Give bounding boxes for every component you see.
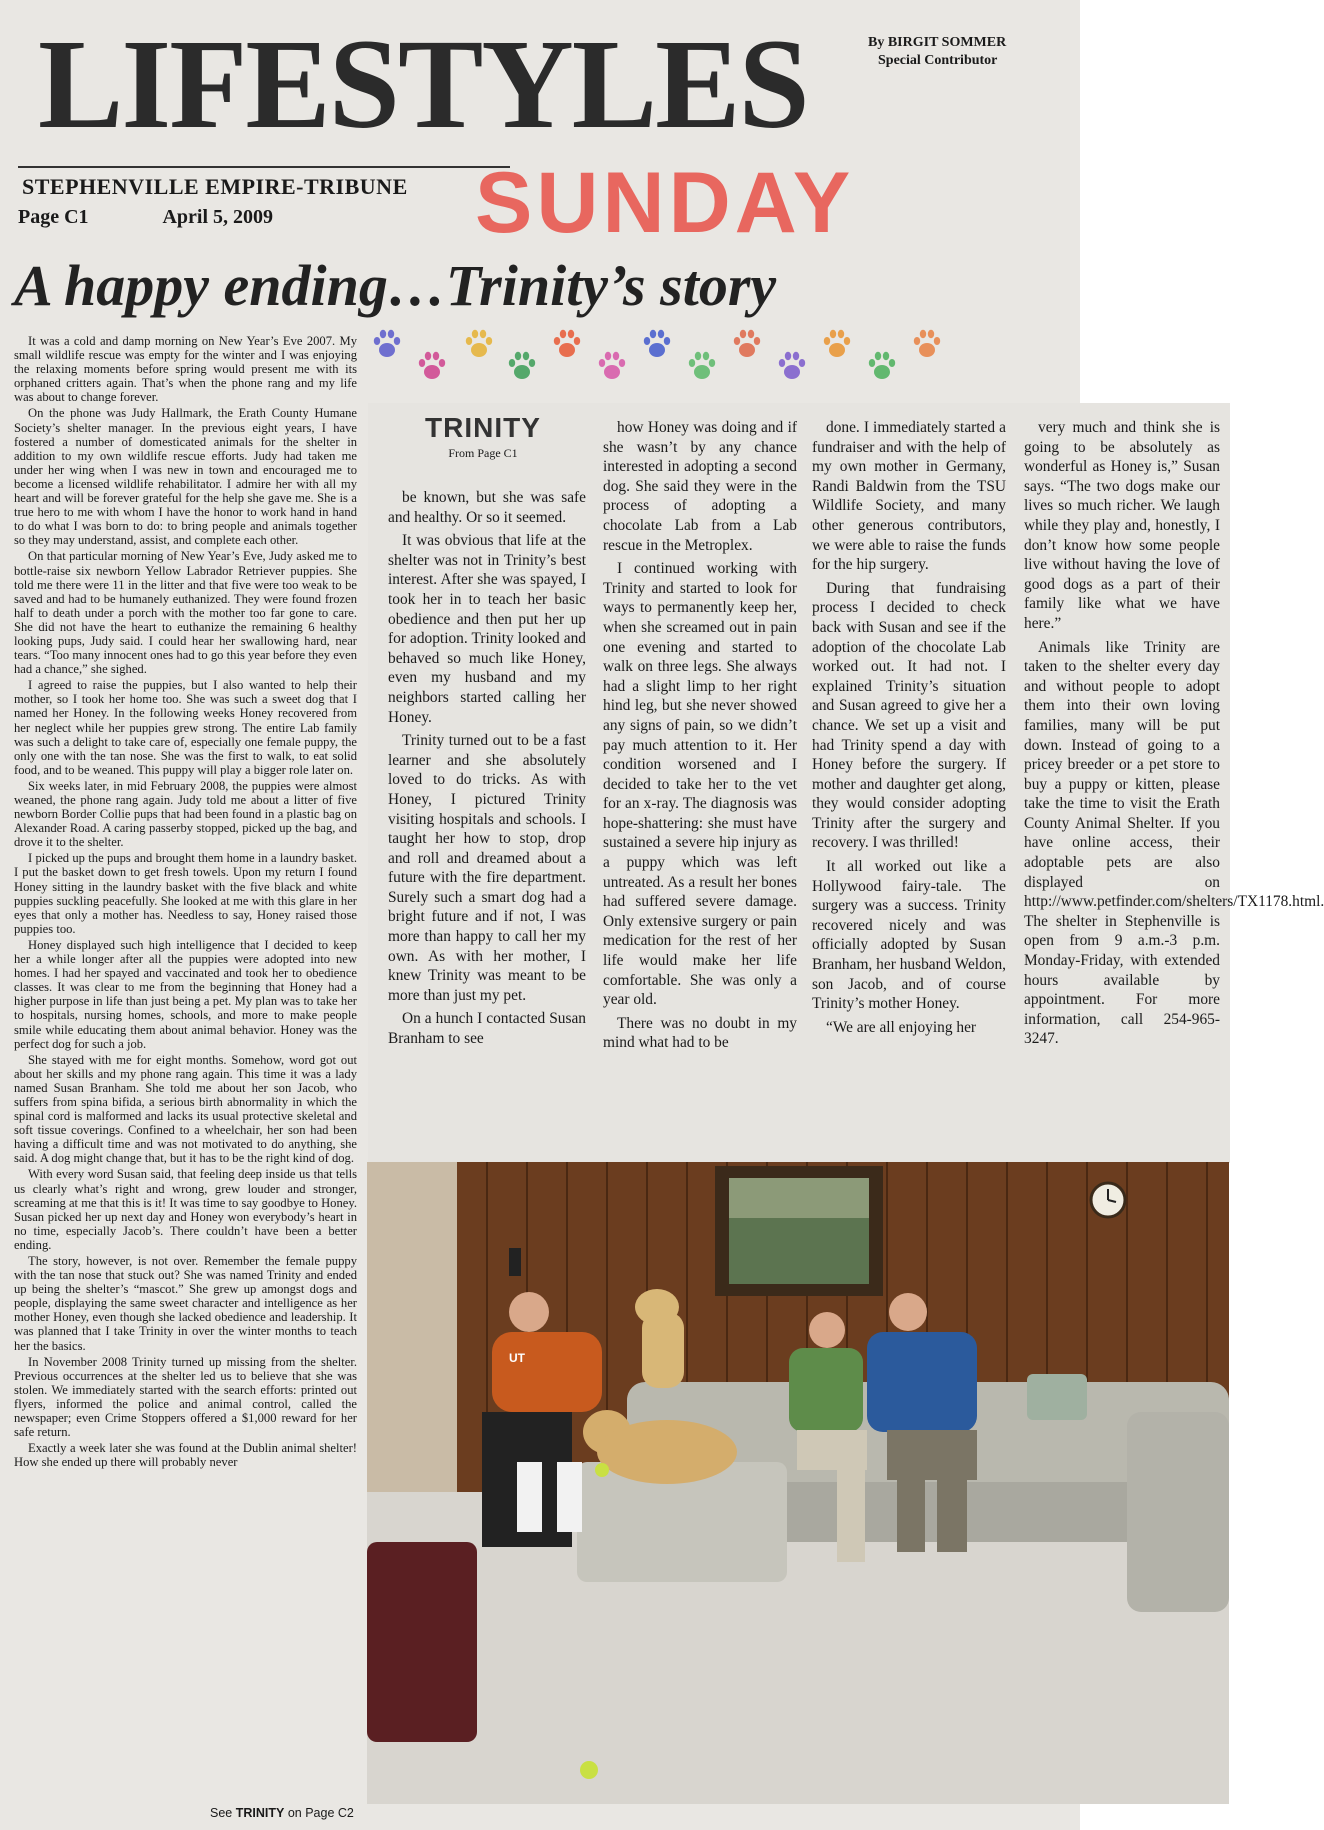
- byline: [868, 34, 1006, 70]
- shirt-text: UT: [509, 1351, 525, 1365]
- dog-honey-body: [597, 1420, 737, 1484]
- paragraph: how Honey was doing and if she wasn’t by any chance interested in adopting a second dog. She said they were in the process of adopting a chocolate Lab from a Lab rescue in the Metroplex.: [603, 419, 797, 554]
- leather-chair: [367, 1542, 477, 1742]
- paw-print-icon: [372, 328, 402, 360]
- paw-print-icon: [822, 328, 852, 360]
- article-column-2: [388, 488, 586, 1053]
- paragraph: On that particular morning of New Year’s Eve, Judy asked me to bottle-raise six newborn Yellow Labrador Retriever puppies. She told me there were 11 in the litter and that five were too weak to be saved and had to be humanely euthanized. They were found frozen half to death under a porch with the mother too far gone to care. She did not have the heart to euthanize the remaining 6 healthy looking pups, Judy said. I could hear her swallowing hard, near tears. “Too many innocent ones had to go this year before they even had a chance,” she sighed.: [14, 549, 357, 677]
- byline-author: By BIRGIT SOMMER: [868, 35, 1007, 50]
- paragraph: On a hunch I contacted Susan Branham to see: [388, 1010, 586, 1048]
- family-photo: [367, 1162, 1229, 1804]
- paragraph: There was no doubt in my mind what had to be: [603, 1014, 797, 1052]
- continued-suffix: on Page C2: [287, 1806, 354, 1820]
- paragraph: During that fundraising process I decided to check back with Susan and see if the adoption of the chocolate Lab worked out. It had not. I explained Trinity’s situation and Susan agreed to give her a chance. We set up a visit and had Trinity spend a day with Honey before the surgery. If mother and daughter get along, they would consider adopting Trinity after the surgery and recovery. I was thrilled!: [812, 579, 1006, 852]
- dog-trinity-body: [642, 1312, 684, 1388]
- article-column-left: [14, 334, 357, 1471]
- article-column-3: [603, 418, 797, 1057]
- person-susan-head: [809, 1312, 845, 1348]
- paw-print-icon: [867, 350, 897, 382]
- paragraph: Honey displayed such high intelligence that I decided to keep her a while longer after all the puppies were adopted into new homes. I had her spayed and vaccinated and took her to obedience classes. It was clear to me from the beginning that Honey had a higher purpose in life than just being a pet. My plan was to take her to hospitals, nursing homes, schools, and more to make people smile while educating them about animal behavior. Honey was the perfect dog for such a job.: [14, 937, 357, 1051]
- wall-lamp: [509, 1248, 521, 1276]
- article-column-4: [812, 418, 1006, 1041]
- paragraph: She stayed with me for eight months. Somehow, word got out about her skills and my phone rang again. This time it was a lady named Susan Branham. She told me about her son Jacob, who suffers from spina bifida, a serious birth abnormality in which the spinal cord is malformed and lacks its usual protective skeletal and soft tissue coverings. Confined to a wheelchair, her son had been having a difficult time and was not motivated to do anything, she said. A dog might change that, but it has to be the right kind of dog.: [14, 1052, 357, 1166]
- side-wall: [367, 1162, 457, 1512]
- paw-print-icon: [417, 350, 447, 382]
- issue-date: April 5, 2009: [162, 206, 274, 228]
- paragraph: It was obvious that life at the shelter was not in Trinity’s best interest. After she was spayed, I took her in to teach her basic obedience and then put her up for adoption. Trinity looked and behaved so much like Honey, even my husband and my neighbors started calling her Honey.: [388, 532, 586, 726]
- paragraph: be known, but she was safe and healthy. Or so it seemed.: [388, 489, 586, 526]
- person-jacob-head: [509, 1292, 549, 1332]
- paragraph: In November 2008 Trinity turned up missing from the shelter. Previous occurrences at the shelter led us to believe that she was stolen. We immediately started with the search efforts: printed out flyers, informed the police and animal control, called the newspaper; even Crime Stoppers offered a $1,000 reward for her safe return.: [14, 1354, 357, 1440]
- paw-print-icon: [552, 328, 582, 360]
- headline: A happy ending…Trinity’s story: [14, 253, 777, 318]
- sunday-logo: SUNDAY: [475, 155, 855, 251]
- paragraph: Animals like Trinity are taken to the shelter every day and without people to adopt them into their own loving families, many will be put down. Instead of going to a pricey breeder or a pet store to buy a puppy or kitten, please take the time to visit the Erath County Animal Shelter. If you have online access, their adoptable pets are also displayed on http://www.petfinder.com/shelters/TX1178.html. The shelter in Stephenville is open from 9 a.m.-3 p.m. Monday-Friday, with extended hours available by appointment. For more information, call 254-965-3247.: [1024, 638, 1324, 1048]
- paragraph: It was a cold and damp morning on New Year’s Eve 2007. My small wildlife rescue was empty for the winter and I was enjoying the relaxing moments before spring would present me with its orphaned critters again. That’s when the phone rang and my life was about to change forever.: [14, 334, 357, 405]
- masthead-rule: [18, 166, 510, 168]
- paragraph: On the phone was Judy Hallmark, the Erath County Humane Society’s shelter manager. In the previous eight years, I have fostered a number of domesticated animals for the shelter in addition to my own wildlife rescue efforts. Judy had taken me under her wing when I was new in town and encouraged me to become a licensed wildlife rehabilitator. I admire her with all my heart and will be forever grateful for the help she gave me. She is a true hero to me with whom I have the honor to work hand in hand to do what I was born to do: to bring people and animals together so they may understand, assist, and complete each other.: [14, 406, 357, 548]
- person-weldon-shirt: [867, 1332, 977, 1432]
- byline-role: Special Contributor: [878, 53, 998, 68]
- jump-title: TRINITY: [425, 412, 541, 443]
- article-column-5: [1024, 418, 1324, 1053]
- paw-print-decoration: [372, 328, 1062, 398]
- paw-print-icon: [777, 350, 807, 382]
- continued-notice: [210, 1806, 354, 1820]
- paw-print-icon: [687, 350, 717, 382]
- page-number: Page C1: [18, 206, 89, 228]
- paper-name: STEPHENVILLE EMPIRE-TRIBUNE: [22, 174, 408, 199]
- paragraph: I picked up the pups and brought them home in a laundry basket. I put the basket down to get fresh towels. Upon my return I found Honey sitting in the laundry basket with the five black and white puppies suckling peacefully. She looked at me with this glare in her eyes that only a mother has. Needless to say, Honey raised those puppies too.: [14, 851, 357, 936]
- paragraph: Six weeks later, in mid February 2008, the puppies were almost weaned, the phone rang again. Judy told me about a litter of five newborn Border Collie pups that had been found in a plastic bag on Alexander Road. A caring passerby stopped, picked up the bag, and drove it to the shelter.: [14, 778, 357, 850]
- paragraph: I continued working with Trinity and started to look for ways to permanently keep her, when she screamed out in pain one evening and started to walk on three legs. She always had a slight limp to her right hind leg, but she never showed any signs of pain, so we didn’t pay much attention to it. Her condition worsened and I decided to take her to the vet for an x-ray. The diagnosis was hope-shattering: she must have sustained a severe hip injury as a puppy which was left untreated. As a result her bones had suffered severe damage. Only extensive surgery or pain medication for the rest of her life would make her life comfortable. She was only a year old.: [603, 560, 797, 1009]
- paw-print-icon: [912, 328, 942, 360]
- paw-print-icon: [507, 350, 537, 382]
- continued-keyword: TRINITY: [235, 1806, 285, 1820]
- paw-print-icon: [597, 350, 627, 382]
- tennis-ball-icon: [595, 1463, 609, 1477]
- tennis-ball-floor-icon: [580, 1761, 598, 1779]
- paragraph: It all worked out like a Hollywood fairy-tale. The surgery was a success. Trinity recovered nicely and was officially adopted by Susan Branham, her husband Weldon, son Jacob, and of course Trinity’s mother Honey.: [812, 858, 1006, 1013]
- jump-from: From Page C1: [448, 446, 518, 460]
- section-title: LIFESTYLES: [38, 13, 808, 155]
- person-susan-shirt: [789, 1348, 863, 1432]
- continued-prefix: See: [210, 1806, 233, 1820]
- paragraph: Exactly a week later she was found at the Dublin animal shelter! How she ended up there will probably never: [14, 1441, 357, 1470]
- person-jacob-shirt: [492, 1332, 602, 1412]
- paragraph: Trinity turned out to be a fast learner and she absolutely loved to do tricks. As with Honey, I pictured Trinity visiting hospitals and schools. I taught her how to stop, drop and roll and dreamed about a future with the fire department. Surely such a smart dog had a bright future and if not, I was more than happy to call her my own. As with her mother, I knew Trinity was meant to be more than just my pet.: [388, 732, 586, 1004]
- paw-print-icon: [642, 328, 672, 360]
- jump-header: [388, 412, 578, 461]
- page-info: [18, 206, 343, 229]
- paragraph: “We are all enjoying her: [826, 1018, 977, 1036]
- paw-print-icon: [464, 328, 494, 360]
- paragraph: The story, however, is not over. Remember the female puppy with the tan nose that stuck out? She was named Trinity and ended up being the shelter’s “mascot.” She grew up amongst dogs and people, displaying the same sweet character and intelligence as her mother Honey, even though she lacked obedience and leadership. It was planned that I take Trinity in over the winter months to teach her the basics.: [14, 1254, 357, 1353]
- throw-pillow: [1027, 1374, 1087, 1420]
- person-weldon-head: [889, 1293, 927, 1331]
- paragraph: With every word Susan said, that feeling deep inside us that tells us clearly what’s right and wrong, grew louder and stronger, screaming at me that this is it! It was time to say goodbye to Honey. Susan picked her up next day and Honey won everybody’s heart in no time, especially Jacob’s. There couldn’t have been a better ending.: [14, 1167, 357, 1252]
- paragraph: I agreed to raise the puppies, but I also wanted to help their mother, so I took her home too. She was such a sweet dog that I named her Honey. In the following weeks Honey recovered from her neglect while her puppies grew strong. The entire Lab family was such a delight to take care of, especially one female puppy, the only one with the tan nose. She was the first to walk, to eat solid food, and to be weaned. This puppy will play a bigger role later on.: [14, 678, 357, 777]
- paragraph: very much and think she is going to be absolutely as wonderful as Honey is,” Susan says. “The two dogs make our lives so much richer. We laugh while they play and, honestly, I don’t know how some people live without having the love of good dogs as a part of their family like what we have here.”: [1024, 419, 1220, 632]
- paw-print-icon: [732, 328, 762, 360]
- paragraph: done. I immediately started a fundraiser and with the help of my own mother in Germany, Randi Baldwin from the TSU Wildlife Society, and many other generous contributors, we were able to raise the funds for the hip surgery.: [812, 419, 1006, 574]
